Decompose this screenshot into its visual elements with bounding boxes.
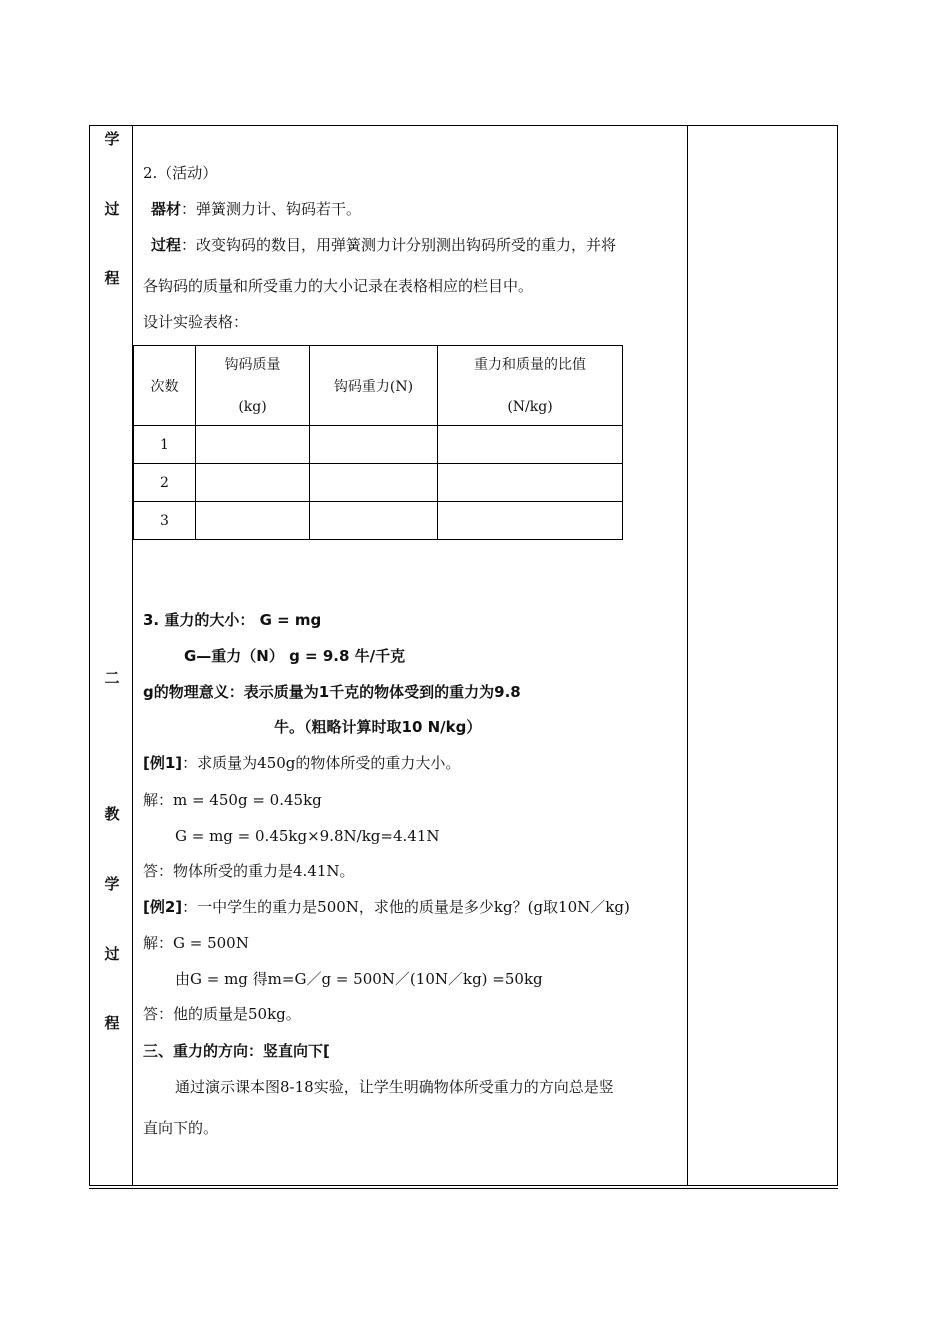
process-label: 过程 [151,236,182,254]
experiment-table [133,345,623,540]
process-text-1: ：改变钩码的数目，用弹簧测力计分别测出钩码所受的重力，并将 [181,236,617,254]
side-char-jiao: 教 [104,805,120,823]
process-line-1 [151,235,616,255]
table-cell [196,464,310,502]
example2-question-line [143,897,630,917]
table-header-row [134,346,623,426]
table-cell [438,464,623,502]
example1-question: ：求质量为450g的物体所受的重力大小。 [182,754,461,772]
gravity-formula-line: G—重力（N） g = 9.8 牛/千克 [184,647,406,665]
table-cell [310,464,438,502]
column-divider-right [687,125,688,1186]
table-bottom-rule [89,1188,838,1189]
gravity-meaning-1: g的物理意义：表示质量为1千克的物体受到的重力为9.8 [143,683,521,701]
example1-solution-1: 解：m = 450g = 0.45kg [143,791,322,809]
table-row [134,464,623,502]
gravity-heading: 3. 重力的大小： G = mg [143,611,322,629]
column-divider-left [132,125,133,1186]
gravity-meaning-2: 牛。（粗略计算时取10 N/kg） [274,718,482,736]
process-line-2: 各钩码的质量和所受重力的大小记录在表格相应的栏目中。 [143,277,534,295]
direction-text-1: 通过演示课本图8-18实验，让学生明确物体所受重力的方向总是竖 [175,1078,614,1096]
side-char-cheng: 程 [104,269,120,287]
side-char-xue-2: 学 [104,875,120,893]
table-cell [438,426,623,464]
direction-text-2: 直向下的。 [143,1119,219,1137]
table-cell [438,502,623,540]
example2-answer: 答：他的质量是50kg。 [143,1005,301,1023]
table-cell [196,426,310,464]
example1-label: [例1] [143,754,183,772]
header-weight: 钩码重力(N) [310,346,438,426]
table-cell: 2 [134,464,196,502]
example2-solution-2: 由G = mg 得m=G／g = 500N／(10N／kg) =50kg [175,970,543,988]
table-row [134,502,623,540]
header-count: 次数 [134,346,196,426]
materials-text: ：弹簧测力计、钩码若干。 [181,200,362,218]
table-cell [196,502,310,540]
table-cell: 3 [134,502,196,540]
materials-label: 器材 [151,200,182,218]
example1-answer: 答：物体所受的重力是4.41N。 [143,862,355,880]
activity-heading: 2.（活动） [143,164,218,182]
materials-line [151,199,361,219]
example2-question: ：一中学生的重力是500N，求他的质量是多少kg？(g取10N／kg) [182,898,630,916]
table-cell [310,502,438,540]
example2-label: [例2] [143,898,183,916]
header-mass: 钩码质量 (kg) [196,346,310,426]
direction-heading: 三、重力的方向：竖直向下[ [143,1042,330,1060]
example2-solution-1: 解：G = 500N [143,934,249,952]
side-char-xue: 学 [104,130,120,148]
table-row [134,426,623,464]
side-char-guo: 过 [104,200,120,218]
table-cell: 1 [134,426,196,464]
table-cell [310,426,438,464]
example1-solution-2: G = mg = 0.45kg×9.8N/kg=4.41N [175,827,440,845]
side-char-cheng-2: 程 [104,1014,120,1032]
header-ratio: 重力和质量的比值 (N/kg) [438,346,623,426]
example1-question-line [143,753,460,773]
side-char-guo-2: 过 [104,945,120,963]
side-char-er: 二 [104,669,120,687]
table-intro: 设计实验表格： [143,313,249,331]
